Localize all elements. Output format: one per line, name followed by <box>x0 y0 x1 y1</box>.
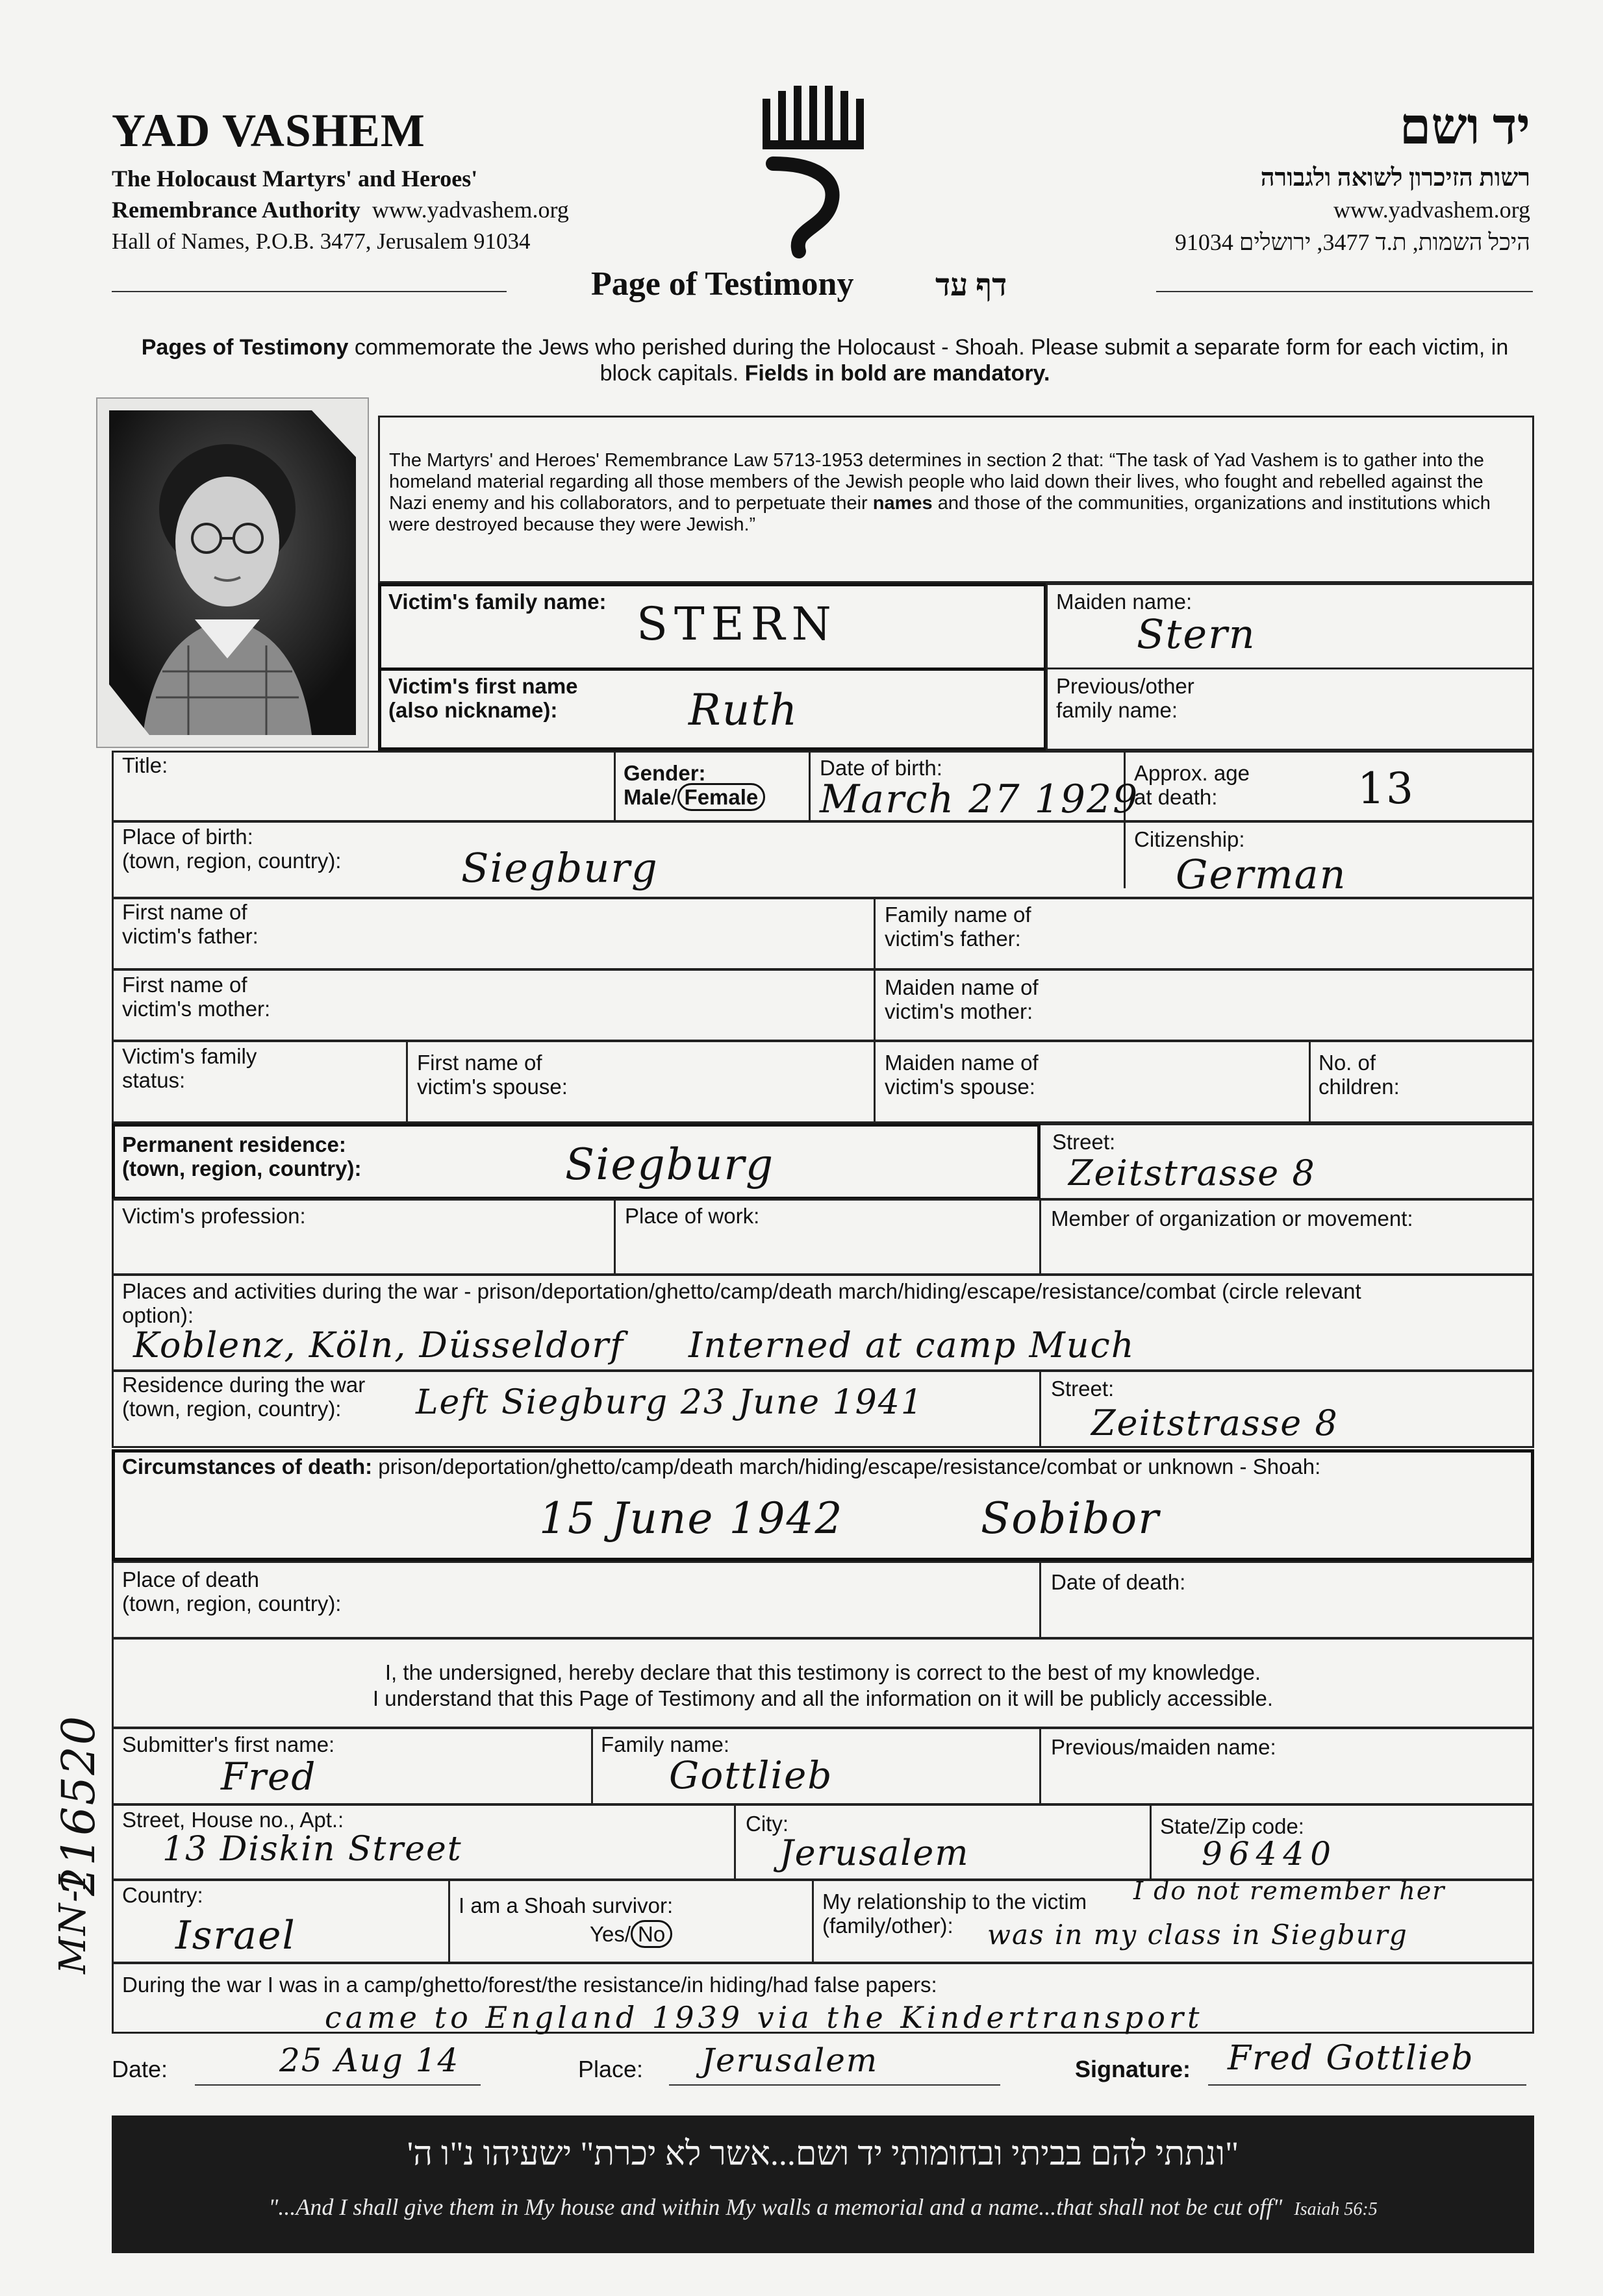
place-of-birth-label: Place of birth: (town, region, country): <box>122 825 342 873</box>
father-family-name-label: Family name of victim's father: <box>885 903 1031 951</box>
submitter-city-label: City: <box>746 1812 789 1836</box>
divider <box>1046 668 1534 669</box>
divider <box>591 1727 593 1805</box>
menorah-logo-icon <box>753 86 870 261</box>
row-father <box>112 897 1534 970</box>
row-mother <box>112 969 1534 1042</box>
submitter-first-name-value[interactable]: Fred <box>221 1754 317 1799</box>
family-name-label: Victim's family name: <box>388 590 607 614</box>
divider <box>812 1879 814 1964</box>
heb-org-address: היכל השמות, ת.ד 3477, ירושלים 91034 <box>1174 229 1530 255</box>
submitter-first-name-label: Submitter's first name: <box>122 1732 335 1756</box>
submitter-street-value[interactable]: 13 Diskin Street <box>162 1830 462 1869</box>
mother-first-name-label: First name of victim's mother: <box>122 973 271 1021</box>
divider <box>1039 1727 1041 1805</box>
submitter-country-value[interactable]: Israel <box>175 1913 296 1958</box>
divider <box>1039 1199 1041 1275</box>
shoah-survivor-label: I am a Shoah survivor: <box>459 1893 674 1917</box>
number-of-children-label: No. of children: <box>1319 1051 1400 1099</box>
circumstances-of-death-label: Circumstances of death: prison/deportation/ghetto/camp/death march/hiding/escape/resistance/combat or unknown - Shoah: <box>122 1454 1321 1479</box>
place-of-death-label: Place of death (town, region, country): <box>122 1567 342 1616</box>
relationship-label: My relationship to the victim (family/other): <box>822 1890 1087 1938</box>
org-line2-row <box>112 196 569 223</box>
divider <box>1039 1561 1041 1639</box>
divider <box>734 1804 736 1880</box>
signature-line <box>1208 2084 1526 2086</box>
permanent-residence-value[interactable]: Siegburg <box>565 1140 775 1190</box>
street-value[interactable]: Zeitstrasse 8 <box>1068 1153 1316 1193</box>
circumstances-of-death-place[interactable]: Sobibor <box>981 1493 1160 1543</box>
spouse-maiden-name-label: Maiden name of victim's spouse: <box>885 1051 1039 1099</box>
divider <box>378 668 1047 671</box>
declaration-text: I, the undersigned, hereby declare that this testimony is correct to the best of my knowledge. I understand that this Page of Testimony and all the information on it will be publicly accessible. <box>372 1660 1274 1710</box>
war-street-label: Street: <box>1051 1377 1115 1401</box>
form-title-hebrew: דף עד <box>935 268 1007 303</box>
heb-org-url: www.yadvashem.org <box>1333 197 1530 223</box>
law-text-bold: names <box>872 493 933 514</box>
date-of-death-label: Date of death: <box>1051 1570 1186 1594</box>
maiden-name-value[interactable]: Stern <box>1137 610 1256 658</box>
footer-hebrew-quote: "ונתתי להם בביתי ובחומותי יד ושם...אשר לא יכרת" ישעיהו נ"ו ה' <box>407 2136 1239 2173</box>
war-residence-label: Residence during the war (town, region, country): <box>122 1373 366 1421</box>
family-name-value[interactable]: STERN <box>637 597 838 651</box>
divider <box>614 1199 616 1275</box>
footer-quote-reference: Isaiah 56:5 <box>1294 2199 1378 2219</box>
submitter-zip-label: State/Zip code: <box>1160 1814 1304 1838</box>
place-label: Place: <box>578 2056 644 2082</box>
submitter-family-name-value[interactable]: Gottlieb <box>669 1753 833 1797</box>
war-street-value[interactable]: Zeitstrasse 8 <box>1091 1403 1339 1443</box>
intro-body: commemorate the Jews who perished during the Holocaust - Shoah. Please submit a separate form for each victim, in block capitals. <box>348 335 1509 386</box>
street-label: Street: <box>1052 1130 1116 1154</box>
gender-female-selected[interactable]: Female <box>677 783 766 811</box>
date-label: Date: <box>112 2056 168 2082</box>
places-activities-value-1[interactable]: Koblenz, Köln, Düsseldorf <box>133 1325 625 1366</box>
submitter-country-label: Country: <box>122 1883 203 1907</box>
submitter-previous-name-label: Previous/maiden name: <box>1051 1735 1276 1759</box>
place-of-work-label: Place of work: <box>625 1204 760 1228</box>
survivor-yes-option[interactable]: Yes <box>590 1922 625 1946</box>
signature-value[interactable]: Fred Gottlieb <box>1228 2039 1474 2078</box>
gender-label: Gender: Male/ Female <box>624 761 765 809</box>
date-value[interactable]: 25 Aug 14 <box>279 2041 460 2079</box>
law-text-part2: and those of the communities, organizations and institutions which were destroyed because they were Jewish.” <box>389 493 1491 535</box>
family-status-label: Victim's family status: <box>122 1044 257 1092</box>
submitter-city-value[interactable]: Jerusalem <box>779 1832 970 1873</box>
submitter-zip-value[interactable]: 96440 <box>1202 1835 1338 1873</box>
law-text <box>389 450 1519 536</box>
date-of-birth-label: Date of birth: <box>820 756 942 780</box>
date-line <box>195 2084 481 2086</box>
place-value[interactable]: Jerusalem <box>701 2041 879 2079</box>
intro-bold-lead: Pages of Testimony <box>141 335 349 360</box>
title-label: Title: <box>122 753 168 777</box>
form-title: Page of Testimony <box>591 266 854 303</box>
divider <box>448 1879 450 1964</box>
first-name-label: Victim's first name (also nickname): <box>388 674 578 722</box>
shoah-survivor-options: Yes/ No <box>590 1922 672 1946</box>
approx-age-value[interactable]: 13 <box>1357 764 1415 814</box>
maiden-name-label: Maiden name: <box>1056 590 1193 614</box>
org-address: Hall of Names, P.O.B. 3477, Jerusalem 91034 <box>112 229 531 254</box>
org-name: YAD VASHEM <box>112 105 425 156</box>
survivor-no-selected[interactable]: No <box>631 1920 672 1948</box>
intro-mandatory-note: Fields in bold are mandatory. <box>744 361 1050 386</box>
citizenship-value[interactable]: German <box>1176 851 1347 898</box>
footer-quote-banner <box>112 2115 1534 2253</box>
date-of-birth-value[interactable]: March 27 1929 <box>820 777 1139 822</box>
approx-age-label: Approx. age at death: <box>1134 761 1250 809</box>
during-war-value[interactable]: came to England 1939 via the Kindertransport <box>325 2000 1204 2035</box>
heb-org-name: יד ושם <box>1399 98 1530 155</box>
profession-label: Victim's profession: <box>122 1204 306 1228</box>
mother-maiden-name-label: Maiden name of victim's mother: <box>885 975 1039 1023</box>
margin-code: MN-I <box>52 1873 94 1974</box>
law-text-part1: The Martyrs' and Heroes' Remembrance Law 5713-1953 determines in section 2 that: “The task of Yad Vashem is to gather into the homeland material regarding all those members of the Jewish people who laid down their lives, who fought and rebelled against the Nazi enemy and his collaborators, and to perpetuate their <box>389 450 1484 514</box>
signature-label: Signature: <box>1075 2056 1191 2082</box>
divider <box>1150 1804 1152 1880</box>
org-url: www.yadvashem.org <box>372 197 569 223</box>
relationship-value-1[interactable]: I do not remember her <box>1133 1877 1446 1905</box>
margin-testimony-id: 216520 <box>52 1714 105 1896</box>
law-text-box <box>378 416 1534 583</box>
header-rule-left <box>112 291 507 292</box>
footer-english-quote-row <box>112 2193 1534 2221</box>
divider <box>406 1040 408 1123</box>
place-line <box>669 2084 1000 2086</box>
relationship-value-2[interactable]: was in my class in Siegburg <box>987 1919 1408 1951</box>
permanent-residence-label: Permanent residence: (town, region, country): <box>122 1132 362 1180</box>
submitter-family-name-label: Family name: <box>601 1732 730 1756</box>
during-war-label: During the war I was in a camp/ghetto/forest/the resistance/in hiding/had false papers: <box>122 1973 937 1997</box>
org-line2: Remembrance Authority <box>112 197 360 223</box>
intro-text <box>117 334 1533 386</box>
circumstances-of-death-date[interactable]: 15 June 1942 <box>539 1493 844 1543</box>
divider <box>809 751 811 822</box>
submitter-street-label: Street, House no., Apt.: <box>122 1808 344 1832</box>
org-line1: The Holocaust Martyrs' and Heroes' <box>112 166 478 192</box>
place-of-birth-value[interactable]: Siegburg <box>461 844 659 892</box>
spouse-first-name-label: First name of victim's spouse: <box>417 1051 568 1099</box>
divider <box>1039 1370 1041 1448</box>
header-rule-right <box>1156 291 1533 292</box>
heb-org-line1: רשות הזיכרון לשואה ולגבורה <box>1260 164 1530 192</box>
father-first-name-label: First name of victim's father: <box>122 900 259 948</box>
divider <box>1309 1040 1311 1123</box>
previous-family-name-label: Previous/other family name: <box>1056 674 1194 722</box>
first-name-value[interactable]: Ruth <box>688 685 799 735</box>
places-activities-value-2[interactable]: Interned at camp Much <box>688 1325 1135 1366</box>
divider <box>614 751 616 822</box>
places-activities-label: Places and activities during the war - prison/deportation/ghetto/camp/death march/hiding/escape/resistance/combat (circle relevant option): <box>122 1279 1361 1327</box>
war-residence-value[interactable]: Left Siegburg 23 June 1941 <box>416 1383 924 1422</box>
organization-membership-label: Member of organization or movement: <box>1051 1206 1413 1230</box>
citizenship-label: Citizenship: <box>1134 827 1245 851</box>
footer-english-quote: "...And I shall give them in My house and within My walls a memorial and a name...that shall not be cut off" <box>268 2194 1283 2220</box>
